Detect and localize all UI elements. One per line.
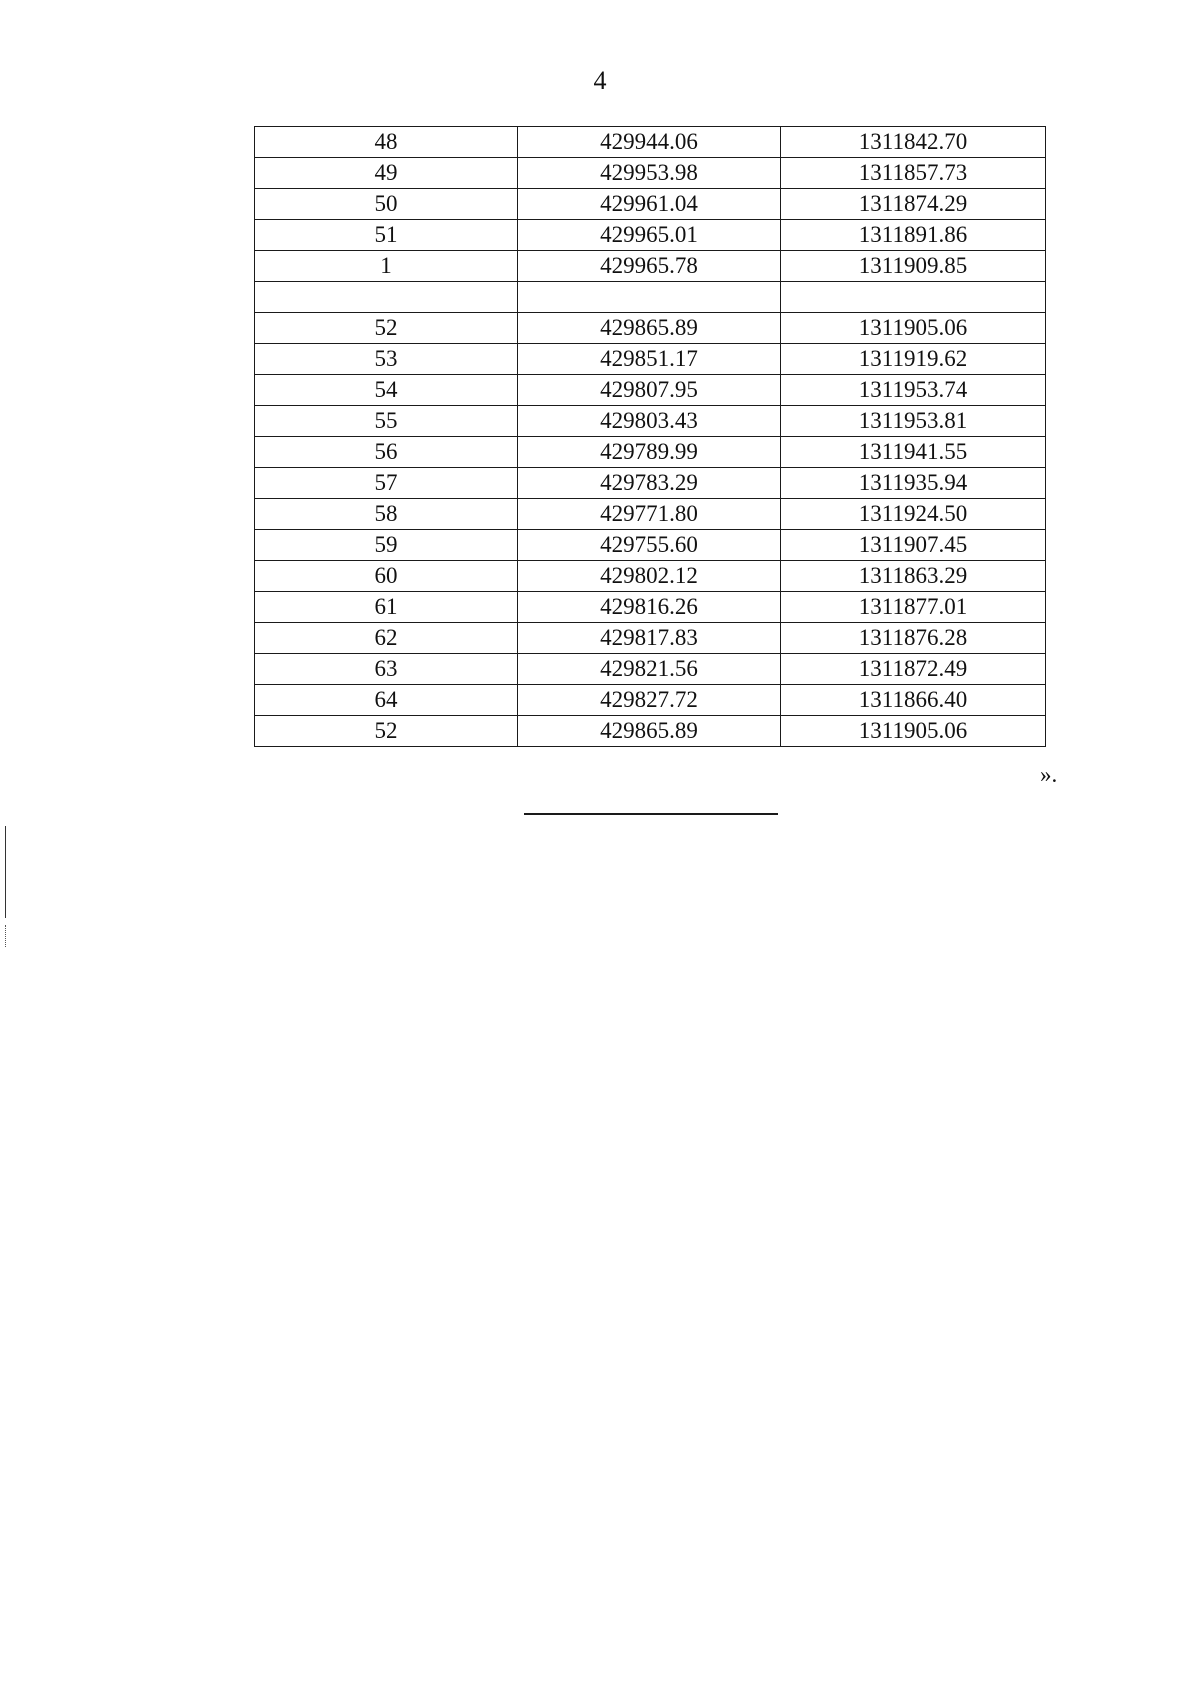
point-number-cell: 61 <box>255 592 518 623</box>
table-row <box>255 468 1046 499</box>
x-coordinate-cell: 429771.80 <box>518 499 781 530</box>
y-coordinate-cell: 1311877.01 <box>781 592 1046 623</box>
point-number-cell: 1 <box>255 251 518 282</box>
coordinates-table-body <box>255 127 1046 747</box>
table-row <box>255 561 1046 592</box>
point-number-cell: 50 <box>255 189 518 220</box>
table-row <box>255 685 1046 716</box>
table-row <box>255 592 1046 623</box>
point-number-cell: 64 <box>255 685 518 716</box>
y-coordinate-cell: 1311891.86 <box>781 220 1046 251</box>
x-coordinate-cell: 429816.26 <box>518 592 781 623</box>
x-coordinate-cell: 429817.83 <box>518 623 781 654</box>
y-coordinate-cell: 1311953.74 <box>781 375 1046 406</box>
point-number-cell: 48 <box>255 127 518 158</box>
table-row <box>255 158 1046 189</box>
point-number-cell: 49 <box>255 158 518 189</box>
table-row <box>255 189 1046 220</box>
table-row <box>255 623 1046 654</box>
point-number-cell: 58 <box>255 499 518 530</box>
table-row <box>255 127 1046 158</box>
point-number-cell: 62 <box>255 623 518 654</box>
y-coordinate-cell: 1311863.29 <box>781 561 1046 592</box>
y-coordinate-cell: 1311876.28 <box>781 623 1046 654</box>
x-coordinate-cell: 429965.78 <box>518 251 781 282</box>
x-coordinate-cell: 429755.60 <box>518 530 781 561</box>
table-row <box>255 220 1046 251</box>
y-coordinate-cell: 1311905.06 <box>781 313 1046 344</box>
page-number: 4 <box>593 66 607 95</box>
y-coordinate-cell: 1311874.29 <box>781 189 1046 220</box>
table-row <box>255 282 1046 313</box>
table-row <box>255 716 1046 747</box>
point-number-cell: 56 <box>255 437 518 468</box>
y-coordinate-cell: 1311866.40 <box>781 685 1046 716</box>
scan-margin-mark <box>5 826 6 918</box>
x-coordinate-cell: 429865.89 <box>518 313 781 344</box>
point-number-cell: 57 <box>255 468 518 499</box>
y-coordinate-cell: 1311924.50 <box>781 499 1046 530</box>
x-coordinate-cell: 429965.01 <box>518 220 781 251</box>
coordinates-table <box>254 126 1046 747</box>
y-coordinate-cell: 1311857.73 <box>781 158 1046 189</box>
x-coordinate-cell: 429803.43 <box>518 406 781 437</box>
x-coordinate-cell: 429802.12 <box>518 561 781 592</box>
point-number-cell <box>255 282 518 313</box>
point-number-cell: 51 <box>255 220 518 251</box>
y-coordinate-cell: 1311953.81 <box>781 406 1046 437</box>
x-coordinate-cell: 429961.04 <box>518 189 781 220</box>
closing-quote: ». <box>1040 762 1058 787</box>
y-coordinate-cell: 1311905.06 <box>781 716 1046 747</box>
point-number-cell: 54 <box>255 375 518 406</box>
x-coordinate-cell: 429953.98 <box>518 158 781 189</box>
table-row <box>255 344 1046 375</box>
table-row <box>255 499 1046 530</box>
x-coordinate-cell: 429944.06 <box>518 127 781 158</box>
table-row <box>255 251 1046 282</box>
point-number-cell: 60 <box>255 561 518 592</box>
x-coordinate-cell: 429821.56 <box>518 654 781 685</box>
scan-margin-dots <box>5 925 6 947</box>
x-coordinate-cell <box>518 282 781 313</box>
point-number-cell: 55 <box>255 406 518 437</box>
x-coordinate-cell: 429789.99 <box>518 437 781 468</box>
point-number-cell: 63 <box>255 654 518 685</box>
y-coordinate-cell: 1311842.70 <box>781 127 1046 158</box>
x-coordinate-cell: 429827.72 <box>518 685 781 716</box>
table-row <box>255 530 1046 561</box>
end-of-document-rule <box>524 813 778 815</box>
y-coordinate-cell: 1311872.49 <box>781 654 1046 685</box>
table-row <box>255 437 1046 468</box>
point-number-cell: 52 <box>255 716 518 747</box>
y-coordinate-cell: 1311935.94 <box>781 468 1046 499</box>
x-coordinate-cell: 429807.95 <box>518 375 781 406</box>
table-row <box>255 406 1046 437</box>
y-coordinate-cell: 1311919.62 <box>781 344 1046 375</box>
x-coordinate-cell: 429865.89 <box>518 716 781 747</box>
y-coordinate-cell: 1311909.85 <box>781 251 1046 282</box>
x-coordinate-cell: 429783.29 <box>518 468 781 499</box>
y-coordinate-cell: 1311941.55 <box>781 437 1046 468</box>
x-coordinate-cell: 429851.17 <box>518 344 781 375</box>
point-number-cell: 59 <box>255 530 518 561</box>
point-number-cell: 52 <box>255 313 518 344</box>
y-coordinate-cell <box>781 282 1046 313</box>
table-row <box>255 654 1046 685</box>
y-coordinate-cell: 1311907.45 <box>781 530 1046 561</box>
table-row <box>255 313 1046 344</box>
table-row <box>255 375 1046 406</box>
point-number-cell: 53 <box>255 344 518 375</box>
